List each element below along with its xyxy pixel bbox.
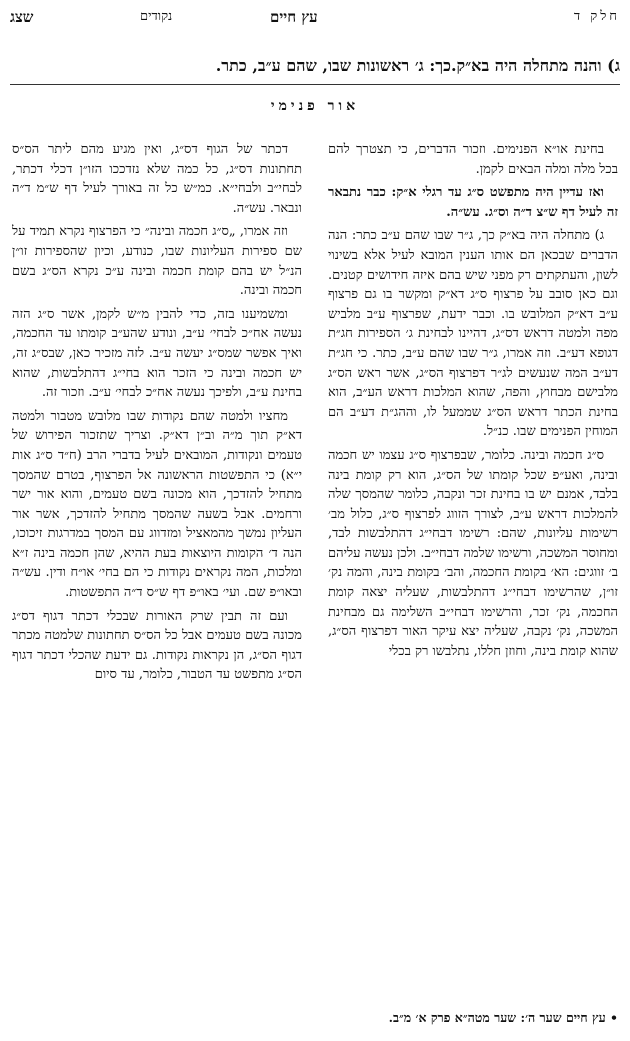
- paragraph: ואז עדיין היה מתפשט ס״ג עד רגלי א״ק: כבר נתבאר זה לעיל דף ש״צ ד״ה וס״ג. עש״ה.: [328, 185, 618, 220]
- paragraph: וזה אמרו, „ס״ג חכמה ובינה״ כי הפרצוף נקרא תמיד על שם ספירות העליונות שבו, כנודע, וכיון שהספירות זו״ן הנ״ל יש בהם קומת חכמה ובינה ע״כ נקרא הס״ג בשם חכמה ובינה.: [12, 224, 302, 299]
- paragraph: בחינת או״א הפנימים. וזכור הדברים, כי תצטרך להם בכל מלה ומלה הבאים לקמן.: [328, 142, 618, 177]
- left-column: [12, 140, 302, 1010]
- main-text-headline: ג) והנה מתחלה היה בא״ק.כך: ג׳ ראשונות שבו, שהם ע״ב, כתר.: [215, 56, 620, 75]
- paragraph: דכתר של הגוף דס״ג, ואין מגיע מהם ליתר הס״ס תחתונות דס״ג, כל כמה שלא נזדככו הזו״ן דכלי דכתר, לבחי״ב ולבחי״א. כמ״ש כל זה באורך לעיל דף ש״מ ד״ה ונבאר. עש״ה.: [12, 142, 302, 216]
- running-header: [10, 8, 620, 28]
- right-column: [328, 140, 618, 1010]
- paragraph: ועם זה תבין שרק האורות שבכלי דכתר דגוף דס״ג מכונה בשם טעמים אבל כל הס״ס תחתונות שלמטה מכתר דגוף הס״ג, הן נקראות נקודות. גם ידעת שהכלי דכתר דגוף הס״ג מתפשט עד הטבור, כלומר, עד סיום: [12, 608, 302, 683]
- paragraph: ג) מתחלה היה בא״ק כך, ג״ר שבו שהם ע״ב כתר: הנה הדברים שבכאן הם אותו הענין המובא לעיל אלא בשינוי לשון, והעתקתים רק מפני שיש בהם איזה חידושים קטנים. וגם כאן סובב על פרצוף ס״ג דא״ק ומקשר בו גם פרצוף ע״ב דא״ק המלובש בו. וכבר ידעת, שפרצוף ע״ב מלביש מפה ולמטה דראש דס״ג, דהיינו לבחינת ג׳ הספירות חג״ת דגופא דע״ב. וזה אמרו, ג״ר שבו שהם ע״ב, כתר. כי חג״ת דע״ב המה שנעשים לג״ר דפרצוף הס״ג, אשר ראש הס״ג מלבישם מבחוץ, והפה, שהוא המלכות דראש הע״ב, הוא בחינת הכתר דראש הס״ג שממעל לו, וההג״ת דע״ב הם המוחין הפנימים שבו. כנ״ל.: [328, 228, 618, 440]
- paragraph: ס״ג חכמה ובינה. כלומר, שבפרצוף ס״ג עצמו יש חכמה ובינה, ואע״פ שכל קומתו של הס״ג, הוא רק קומת בינה בלבד, אמנם יש בו בחינת זכר ונקבה, כלומר שהמסך שלה להמלכות דראש ע״ב, לצורך הזווג לפרצוף ס״ג, כלול מב׳ רשימות עליונות, שהם: רשימו דבחי״ג דהתלבשות לבד, ומחוסר המשכה, ורשימו שלמה דבחי״ב. ולכן נעשה עליהם ב׳ זווגים: הא׳ בקומת החכמה, והב׳ בקומת בינה, והמה נק׳ זו״ן, שהרשימו דבחי״ג דהתלבשות, שעליה יצאה קומת החכמה, נק׳ זכר, והרשימו דבחי״ב השלימה גם מבחינת המשכה, נק׳ נקבה, שעליה יצא עיקר האור דפרצוף הס״ג, שהוא קומת בינה, וחוזן חללו, נתלבשו רק בכלי: [328, 447, 618, 659]
- page-number: שצג: [10, 8, 34, 26]
- subtitle: נקודים: [140, 9, 173, 24]
- divider-rule: [10, 84, 620, 85]
- paragraph: מחציו ולמטה שהם נקודות שבו מלובש מטבור ולמטה דא״ק תוך מ״ה וב״ן דא״ק. וצריך שתזכור הפירוש של טעמים ונקודות, המובאים לעיל בדברי הרב (ח״ד ס״ג אות י״א) כי התפשטות הראשונה אל הפרצוף, בטרם שהמסך מתחיל להזדכך, הוא מכונה בשם טעמים, והוא אור ישר ורחמים. אבל בשעה שהמסך מתחיל להזדכך, אשר אור העליון נמשך מהמאציל ומזדווג עם המסך במדרגות זיכוכו, הנה ד׳ הקומות היוצאות בעת ההיא, שהן חכמה בינה ז״א ומלכות, המה נקראים נקודות כי הם בחי׳ או״ח ודין. עש״ה ובאו״פ שם. ועי׳ באו״פ דף ש״ס ד״ה התפשטות.: [12, 408, 302, 601]
- paragraph: ומשמיענו בזה, כדי להבין מ״ש לקמן, אשר ס״ג הזה נעשה אח״כ לבחי׳ ע״ב, ונודע שהע״ב קומתו עד החכמה, ואיך אפשר שמס״ג יעשה ע״ב. לזה מזכיר כאן, שבס״ג זה, יש חכמה ובינה כי הזכר הוא בחי״ג דהתלבשות, שהוא בחינת ע״ב, ולפיכך נעשה אח״כ לבחי׳ ע״ב. וזכור זה.: [12, 306, 302, 401]
- part-label: חלק ד: [573, 9, 620, 24]
- section-title: אור פנימי: [270, 98, 360, 114]
- footnote: • עץ חיים שער ה׳: שער מטה״א פרק א׳ מ״ב.: [388, 1010, 618, 1025]
- book-title: עץ חיים: [270, 8, 318, 26]
